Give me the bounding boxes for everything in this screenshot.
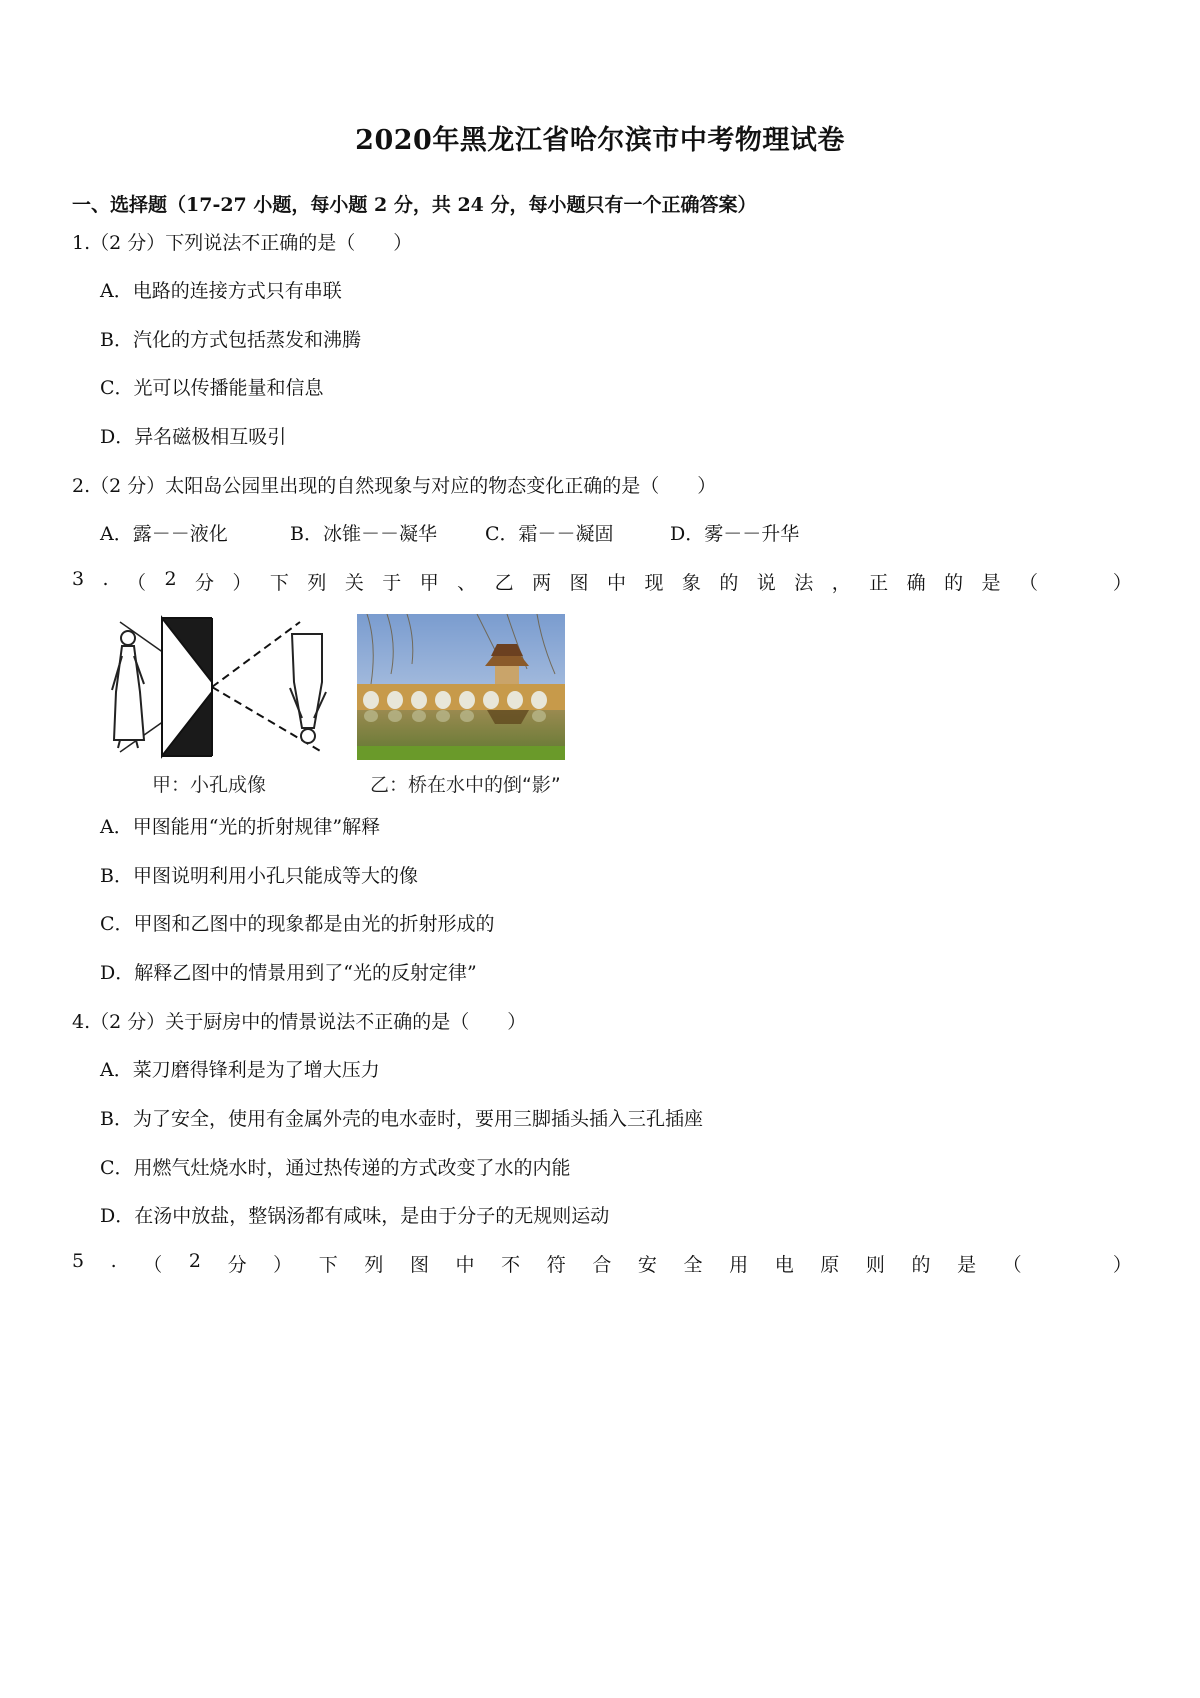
- figure-b-caption: 乙：桥在水中的倒“影”: [370, 774, 561, 796]
- q3-option-b: B．甲图说明利用小孔只能成等大的像: [100, 865, 418, 887]
- q2-options: [100, 519, 799, 546]
- q2-option-c: C．霜－－凝固: [485, 523, 614, 545]
- grass-bank: [357, 746, 565, 760]
- bridge-reflection-photo: [357, 614, 565, 760]
- q5-stem: 5 . （ 2 分 ） 下 列 图 中 不 符 合 安 全 用 电 原 则 的 是 （ ）: [72, 1250, 1132, 1276]
- q4-stem: 4.（2 分）关于厨房中的情景说法不正确的是（ ）: [72, 1011, 527, 1033]
- figure-a-caption: 甲：小孔成像: [152, 774, 267, 796]
- q4-option-a: A．菜刀磨得锋利是为了增大压力: [100, 1059, 380, 1081]
- upright-person-icon: [112, 631, 144, 748]
- q3-stem: 3 . （ 2 分 ） 下 列 关 于 甲 、 乙 两 图 中 现 象 的 说 法 ， 正 确 的 是 （ ）: [72, 568, 1132, 594]
- q3-option-d: D．解释乙图中的情景用到了“光的反射定律”: [100, 962, 477, 984]
- q1-stem: 1.（2 分）下列说法不正确的是（ ）: [72, 232, 413, 254]
- q1-option-b: B．汽化的方式包括蒸发和沸腾: [100, 329, 361, 351]
- q4-option-d: D．在汤中放盐，整锅汤都有咸味，是由于分子的无规则运动: [100, 1205, 610, 1227]
- q4-option-b: B．为了安全，使用有金属外壳的电水壶时，要用三脚插头插入三孔插座: [100, 1108, 703, 1130]
- q1-option-c: C．光可以传播能量和信息: [100, 377, 324, 399]
- q1-option-a: A．电路的连接方式只有串联: [100, 280, 342, 302]
- pinhole-barrier: [162, 618, 212, 756]
- q1-option-d: D．异名磁极相互吸引: [100, 426, 287, 448]
- q2-option-a: A．露－－液化: [100, 523, 228, 545]
- q3-option-c: C．甲图和乙图中的现象都是由光的折射形成的: [100, 913, 495, 935]
- q2-option-d: D．雾－－升华: [670, 523, 800, 545]
- q4-option-c: C．用燃气灶烧水时，通过热传递的方式改变了水的内能: [100, 1157, 571, 1179]
- page-title: 2020年黑龙江省哈尔滨市中考物理试卷: [355, 125, 845, 156]
- q2-option-b: B．冰锥－－凝华: [290, 523, 437, 545]
- q2-stem: 2.（2 分）太阳岛公园里出现的自然现象与对应的物态变化正确的是（ ）: [72, 475, 717, 497]
- section-heading: 一、选择题（17-27 小题，每小题 2 分，共 24 分，每小题只有一个正确答案）: [72, 194, 757, 216]
- inverted-person-icon: [290, 634, 326, 743]
- q3-option-a: A．甲图能用“光的折射规律”解释: [100, 816, 381, 838]
- pinhole-imaging-figure: [100, 612, 340, 762]
